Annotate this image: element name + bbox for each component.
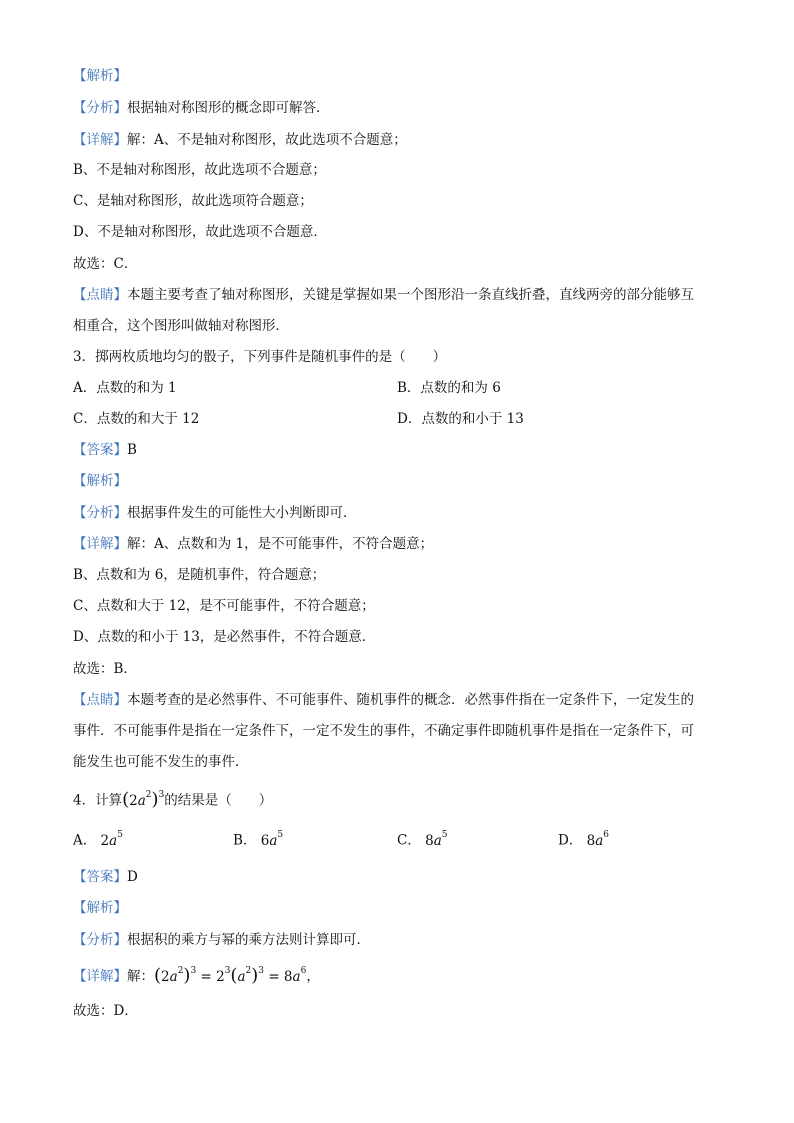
coef: 2 — [100, 832, 110, 849]
xiangjie-text: 解：A、点数和为 1，是不可能事件，不符合题意； — [127, 536, 434, 552]
eq-sign-1: = — [200, 968, 212, 985]
dianjing-tag: 【点睛】 — [73, 692, 127, 708]
fenxi-tag: 【分析】 — [73, 932, 127, 948]
eq-var-2: a — [237, 968, 246, 985]
q4-option-c — [397, 827, 448, 851]
exp: 5 — [117, 830, 123, 840]
question-4 — [73, 787, 272, 811]
coef: 8 — [425, 832, 434, 849]
daan-value: B — [127, 442, 137, 458]
exp: 5 — [441, 830, 448, 840]
daan-value: D — [127, 869, 138, 885]
question-3: 3．掷两枚质地均匀的骰子，下列事件是随机事件的是（ ） — [73, 349, 447, 365]
coef: 6 — [260, 832, 270, 849]
expr-coef: 2 — [129, 792, 138, 809]
eq-result-var: a — [292, 968, 301, 985]
q4-option-d — [558, 827, 609, 851]
q3-option-d: D．点数的和小于 13 — [397, 411, 524, 427]
q4-fenxi-line — [73, 930, 370, 950]
fenxi-tag: 【分析】 — [73, 505, 127, 521]
expr-inner-exp: 2 — [145, 790, 152, 800]
option-label: C． — [397, 832, 421, 849]
q4-expression: $(2a^2)^3$ — [122, 788, 165, 810]
q3-dianjing-line-2: 事件．不可能事件是指在一定条件下，一定不发生的事件，不确定事件即随机事件是指在一定条件下，可 — [73, 723, 694, 739]
q3-dianjing-line-3: 能发生也可能不发生的事件． — [73, 754, 249, 770]
daan-tag: 【答案】 — [73, 442, 127, 458]
jiexi-heading: 【解析】 — [73, 68, 127, 84]
eq-base-exp: 3 — [224, 966, 231, 976]
q3-option-b: B．点数的和为 6 — [397, 380, 501, 396]
dianjing-text-1: 本题主要考查了轴对称图形，关键是掌握如果一个图形沿一条直线折叠，直线两旁的部分能够互 — [127, 287, 694, 303]
var: a — [269, 832, 278, 849]
var: a — [595, 832, 604, 849]
eq-coef: 2 — [161, 968, 170, 985]
option-label: A． — [73, 832, 97, 849]
var: a — [433, 832, 442, 849]
exp: 5 — [277, 830, 284, 840]
q3-solution-line-b: B、点数和为 6，是随机事件，符合题意； — [73, 567, 326, 583]
xiangjie-tag: 【详解】 — [73, 132, 127, 148]
daan-tag: 【答案】 — [73, 869, 127, 885]
q4-question-suffix: 的结果是（ ） — [164, 792, 273, 809]
q4-option-a — [73, 827, 123, 851]
expr-outer-exp: 3 — [158, 790, 165, 800]
option-label: B． — [233, 832, 257, 849]
xiangjie-equation: $(2a^2)^3 = 2^3(a^2)^3 = 8a^6$ — [154, 964, 307, 986]
xiangjie-suffix: ， — [306, 968, 320, 985]
fenxi-text: 根据积的乘方与幂的乘方法则计算即可． — [127, 932, 370, 948]
dianjing-line-2: 相重合，这个图形叫做轴对称图形． — [73, 318, 289, 334]
q3-solution-line-d: D、点数的和小于 13，是必然事件，不符合题意． — [73, 629, 376, 645]
eq-result-coef: 8 — [283, 968, 293, 985]
dianjing-text-1: 本题考查的是必然事件、不可能事件、随机事件的概念．必然事件指在一定条件下，一定发生的 — [127, 692, 694, 708]
expr-var: a — [137, 792, 146, 809]
q3-option-a: A．点数的和为 1 — [73, 380, 177, 396]
fenxi-line — [73, 98, 330, 118]
q3-xiangjie-line — [73, 534, 433, 554]
eq-inner-exp: 2 — [177, 966, 184, 976]
dianjing-line-1 — [73, 285, 694, 305]
fenxi-tag: 【分析】 — [73, 100, 127, 116]
eq-var-exp: 2 — [245, 966, 252, 976]
fenxi-text: 根据轴对称图形的概念即可解答． — [127, 100, 330, 116]
eq-sign-2: = — [268, 968, 280, 985]
exp: 6 — [603, 830, 610, 840]
xiangjie-tag: 【详解】 — [73, 968, 127, 985]
q4-answer-choice: 故选：D． — [73, 1003, 138, 1019]
q3-option-c: C．点数的和大于 12 — [73, 411, 200, 427]
q3-dianjing-line-1 — [73, 690, 694, 710]
eq-outer-exp-2: 3 — [258, 966, 265, 976]
q3-answer-line — [73, 440, 137, 460]
q4-xiangjie-line — [73, 963, 320, 987]
var: a — [109, 832, 118, 849]
q4-question-prefix: 4．计算 — [73, 792, 123, 809]
xiangjie-line — [73, 130, 407, 150]
solution-line-b: B、不是轴对称图形，故此选项不合题意； — [73, 162, 326, 178]
eq-outer-exp: 3 — [190, 966, 197, 976]
xiangjie-prefix: 解： — [127, 968, 154, 985]
solution-line-c: C、是轴对称图形，故此选项符合题意； — [73, 193, 313, 209]
q3-jiexi-heading: 【解析】 — [73, 473, 127, 489]
q3-answer-choice: 故选：B． — [73, 661, 137, 677]
eq-var: a — [169, 968, 178, 985]
eq-result-exp: 6 — [300, 966, 307, 976]
xiangjie-tag: 【详解】 — [73, 536, 127, 552]
dianjing-tag: 【点睛】 — [73, 287, 127, 303]
eq-base: 2 — [216, 968, 225, 985]
xiangjie-text: 解：A、不是轴对称图形，故此选项不合题意； — [127, 132, 407, 148]
option-label: D． — [558, 832, 583, 849]
q4-option-b — [233, 827, 283, 851]
fenxi-text: 根据事件发生的可能性大小判断即可． — [127, 505, 357, 521]
q3-fenxi-line — [73, 503, 357, 523]
q3-solution-line-c: C、点数和大于 12，是不可能事件，不符合题意； — [73, 598, 375, 614]
coef: 8 — [586, 832, 596, 849]
answer-line: 故选：C． — [73, 256, 138, 272]
solution-line-d: D、不是轴对称图形，故此选项不合题意． — [73, 224, 327, 240]
q4-jiexi-heading: 【解析】 — [73, 900, 127, 916]
q4-answer-line — [73, 867, 138, 887]
